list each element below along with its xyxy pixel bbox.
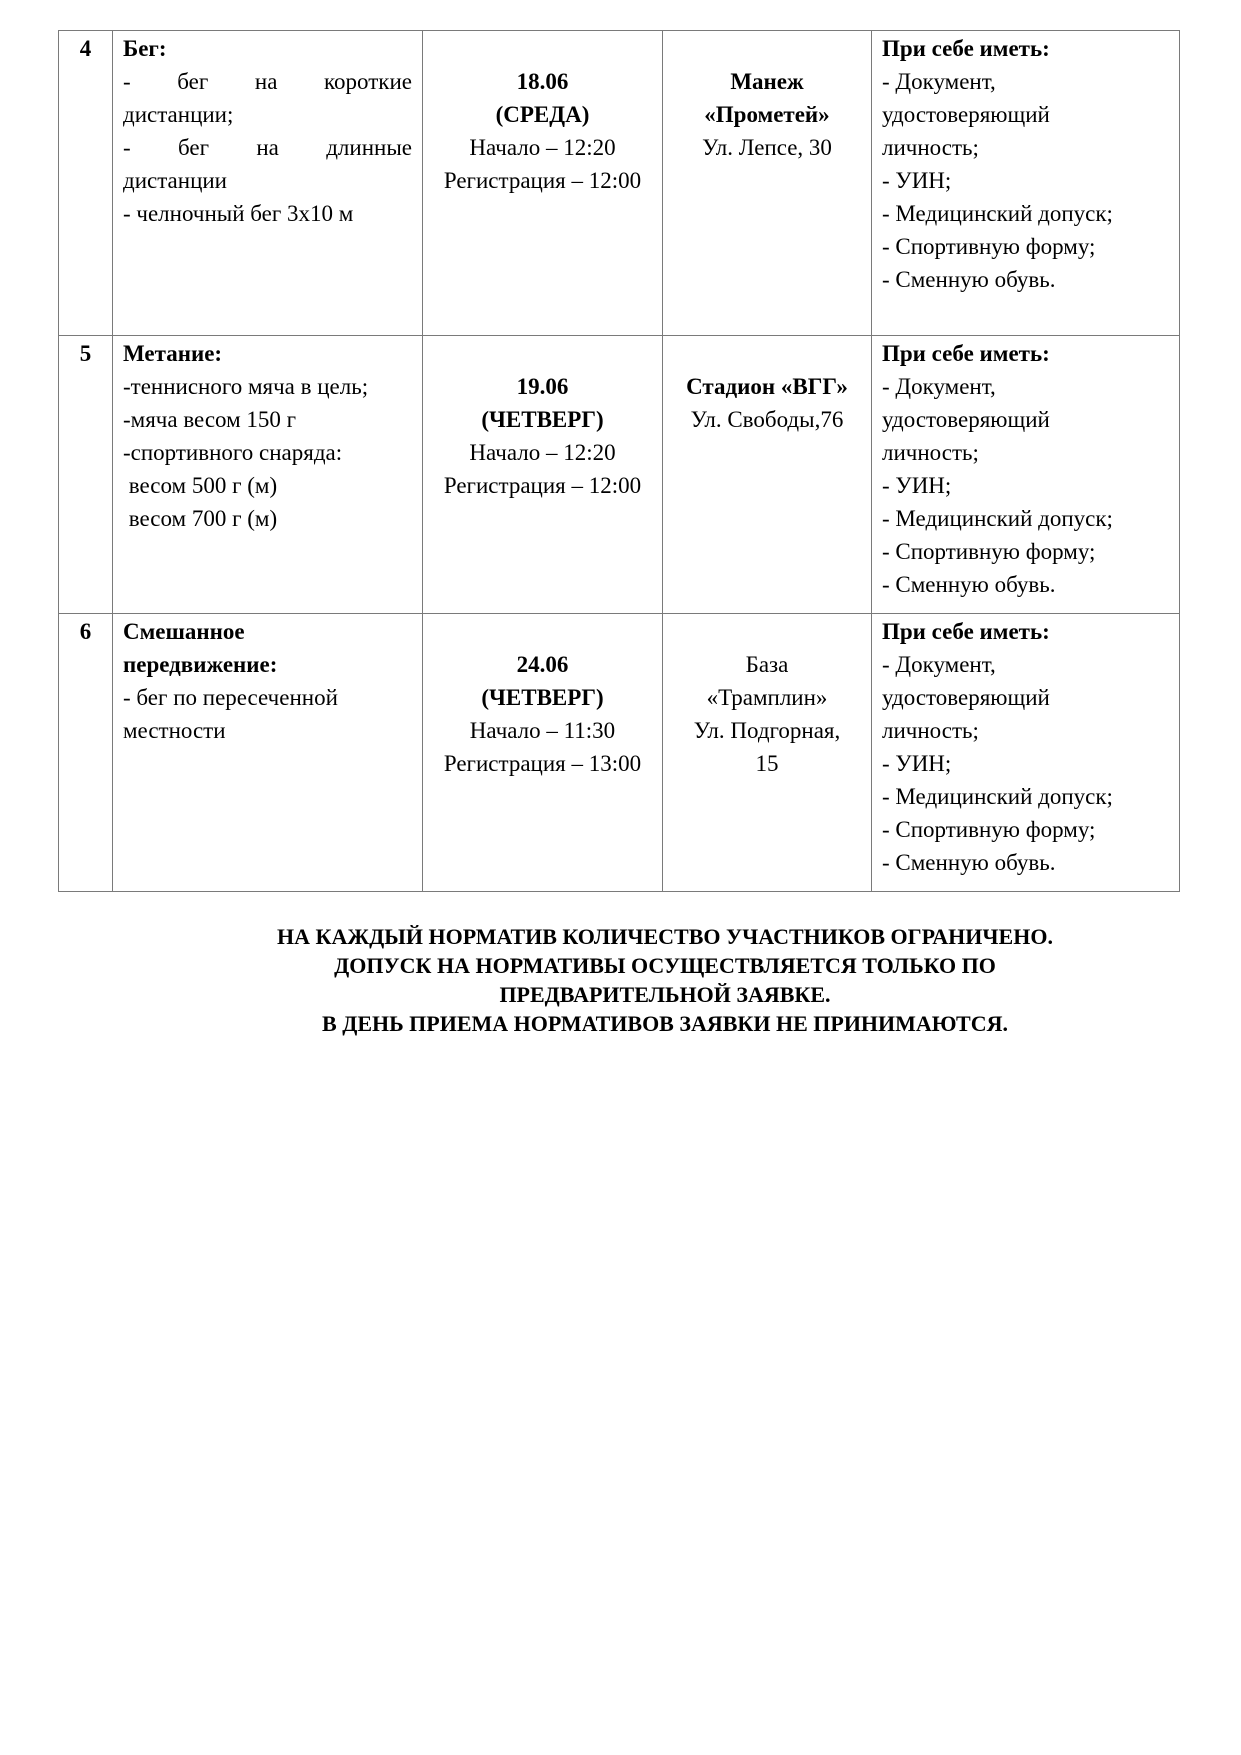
test-line: - бег на длинные [123, 135, 412, 160]
test-line: -спортивного снаряда: [123, 440, 343, 465]
requirement-item: личность; [882, 718, 979, 743]
test-line: - бег на короткие [123, 69, 412, 94]
requirement-item: - Сменную обувь. [882, 850, 1056, 875]
weekday: (ЧЕТВЕРГ) [481, 407, 604, 432]
venue-address: Ул. Лепсе, 30 [702, 135, 832, 160]
start-time: Начало – 12:20 [469, 440, 616, 465]
requirement-item: - Документ, [882, 69, 996, 94]
requirement-item: - Спортивную форму; [882, 234, 1096, 259]
requirement-item: - Спортивную форму; [882, 539, 1096, 564]
venue-address: 15 [755, 751, 779, 776]
date: 24.06 [516, 652, 569, 677]
requirements-title: При себе иметь: [882, 619, 1050, 644]
table-row [59, 31, 1180, 336]
row-number-cell [59, 614, 113, 892]
registration-time: Регистрация – 12:00 [443, 473, 642, 498]
test-line: дистанции [123, 168, 227, 193]
venue-name: Манеж [730, 69, 804, 94]
requirement-item: удостоверяющий [882, 407, 1050, 432]
venue-name: База [745, 652, 789, 677]
test-title: передвижение: [123, 652, 278, 677]
row-number: 4 [79, 36, 92, 61]
requirement-item: - Сменную обувь. [882, 572, 1056, 597]
test-line: - бег по пересеченной [123, 685, 338, 710]
registration-time: Регистрация – 13:00 [443, 751, 642, 776]
test-type-cell [113, 336, 423, 614]
requirement-item: - Спортивную форму; [882, 817, 1096, 842]
venue-name: Стадион «ВГГ» [686, 374, 848, 399]
requirements-cell [872, 336, 1180, 614]
weekday: (СРЕДА) [495, 102, 590, 127]
test-line: -мяча весом 150 г [123, 407, 297, 432]
requirement-item: удостоверяющий [882, 102, 1050, 127]
weekday: (ЧЕТВЕРГ) [481, 685, 604, 710]
notice-line: НА КАЖДЫЙ НОРМАТИВ КОЛИЧЕСТВО УЧАСТНИКОВ ОГРАНИЧЕНО. [277, 924, 1053, 949]
row-number: 6 [79, 619, 92, 644]
test-type-cell [113, 614, 423, 892]
test-title: Бег: [123, 36, 167, 61]
venue-name: «Прометей» [704, 102, 830, 127]
requirements-cell [872, 614, 1180, 892]
requirement-item: - Медицинский допуск; [882, 506, 1113, 531]
row-number-cell [59, 31, 113, 336]
table-row [59, 614, 1180, 892]
requirements-title: При себе иметь: [882, 341, 1050, 366]
schedule-table [58, 30, 1180, 892]
requirement-item: - УИН; [882, 751, 952, 776]
date-time-cell [423, 614, 663, 892]
venue-address: Ул. Подгорная, [693, 718, 841, 743]
requirement-item: - Сменную обувь. [882, 267, 1056, 292]
requirements-cell [872, 31, 1180, 336]
notice-line: ДОПУСК НА НОРМАТИВЫ ОСУЩЕСТВЛЯЕТСЯ ТОЛЬКО ПО [334, 953, 996, 978]
test-title: Метание: [123, 341, 223, 366]
test-type-cell [113, 31, 423, 336]
notice-line: ПРЕДВАРИТЕЛЬНОЙ ЗАЯВКЕ. [499, 982, 831, 1007]
notice-block [150, 922, 1180, 1038]
requirement-item: - УИН; [882, 168, 952, 193]
test-title: Смешанное [123, 619, 245, 644]
test-line: - челночный бег 3х10 м [123, 201, 354, 226]
test-line: местности [123, 718, 226, 743]
requirement-item: личность; [882, 440, 979, 465]
test-line: весом 700 г (м) [123, 506, 278, 531]
venue-cell [663, 614, 872, 892]
requirement-item: - УИН; [882, 473, 952, 498]
venue-address: Ул. Свободы,76 [690, 407, 844, 432]
date: 19.06 [516, 374, 569, 399]
date-time-cell [423, 31, 663, 336]
requirement-item: личность; [882, 135, 979, 160]
start-time: Начало – 11:30 [469, 718, 616, 743]
test-line: -теннисного мяча в цель; [123, 374, 369, 399]
requirement-item: - Медицинский допуск; [882, 784, 1113, 809]
venue-name: «Трамплин» [706, 685, 828, 710]
requirement-item: - Документ, [882, 652, 996, 677]
test-line: весом 500 г (м) [123, 473, 278, 498]
venue-cell [663, 336, 872, 614]
date-time-cell [423, 336, 663, 614]
requirement-item: - Медицинский допуск; [882, 201, 1113, 226]
notice-line: В ДЕНЬ ПРИЕМА НОРМАТИВОВ ЗАЯВКИ НЕ ПРИНИМАЮТСЯ. [322, 1011, 1008, 1036]
requirement-item: удостоверяющий [882, 685, 1050, 710]
row-number: 5 [79, 341, 92, 366]
test-line: дистанции; [123, 102, 234, 127]
row-number-cell [59, 336, 113, 614]
table-row [59, 336, 1180, 614]
start-time: Начало – 12:20 [469, 135, 616, 160]
venue-cell [663, 31, 872, 336]
requirements-title: При себе иметь: [882, 36, 1050, 61]
date: 18.06 [516, 69, 569, 94]
registration-time: Регистрация – 12:00 [443, 168, 642, 193]
requirement-item: - Документ, [882, 374, 996, 399]
